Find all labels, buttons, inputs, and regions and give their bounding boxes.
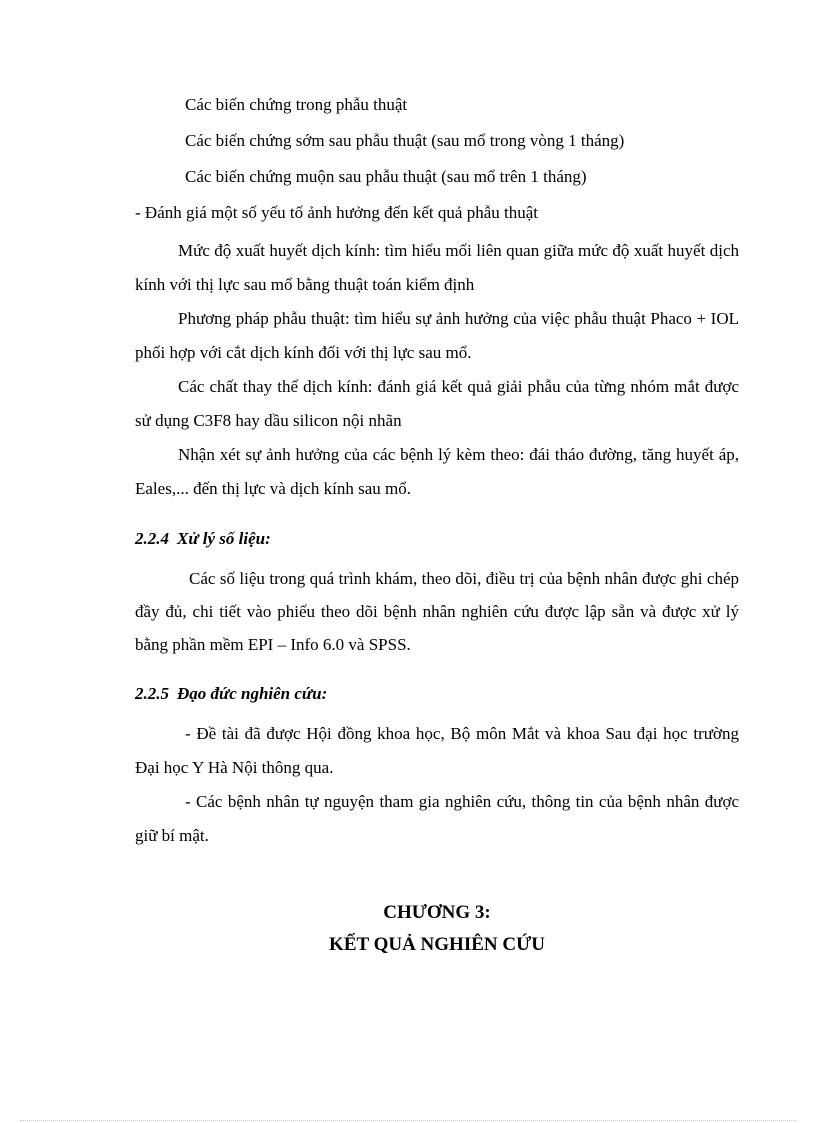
section-title-224: Xử lý số liệu: [177,529,271,548]
ethics-item-2: - Các bệnh nhân tự nguyện tham gia nghiên cứu, thông tin của bệnh nhân được giữ bí mật. [135,792,739,845]
section-body-224: Các số liệu trong quá trình khám, theo dõi, điều trị của bệnh nhân được ghi chép đầy đủ, chi tiết vào phiếu theo dõi bệnh nhân nghiên cứu được lập sẵn và được xử lý bằng phần mềm EPI – Info 6.0 và SPSS. [135,569,739,654]
page-footer-divider [20,1120,796,1121]
factor-paragraph-3: Các chất thay thế dịch kính: đánh giá kết quả giải phẫu của từng nhóm mắt được sử dụng C3F8 hay dầu silicon nội nhãn [135,377,739,430]
complication-item-3: Các biến chứng muộn sau phẫu thuật (sau mổ trên 1 tháng) [185,167,587,186]
page-content [135,92,739,961]
complication-item-2: Các biến chứng sớm sau phẫu thuật (sau mổ trong vòng 1 tháng) [185,131,625,150]
chapter-heading [135,897,739,961]
ethics-item-1: - Đề tài đã được Hội đồng khoa học, Bộ môn Mắt và khoa Sau đại học trường Đại học Y Hà Nội thông qua. [135,724,739,777]
factor-paragraph-2: Phương pháp phẫu thuật: tìm hiểu sự ảnh hưởng của việc phẫu thuật Phaco + IOL phối hợp với cắt dịch kính đối với thị lực sau mổ. [135,309,739,362]
factors-intro: - Đánh giá một số yếu tố ảnh hưởng đến kết quả phẫu thuật [135,203,538,222]
factor-paragraph-1: Mức độ xuất huyết dịch kính: tìm hiểu mối liên quan giữa mức độ xuất huyết dịch kính với thị lực sau mổ bằng thuật toán kiểm định [135,241,739,294]
complications-list [135,92,739,190]
section-heading-225 [135,681,739,707]
factor-paragraph-4: Nhận xét sự ảnh hưởng của các bệnh lý kèm theo: đái tháo đường, tăng huyết áp, Eales,... đến thị lực và dịch kính sau mổ. [135,445,739,498]
section-number-225: 2.2.5 [135,684,169,703]
complication-item-1: Các biến chứng trong phẫu thuật [185,95,408,114]
section-heading-224 [135,526,739,552]
chapter-title: KẾT QUẢ NGHIÊN CỨU [329,934,545,955]
section-number-224: 2.2.4 [135,529,169,548]
section-title-225: Đạo đức nghiên cứu: [177,684,328,703]
chapter-label: CHƯƠNG 3: [383,902,491,923]
